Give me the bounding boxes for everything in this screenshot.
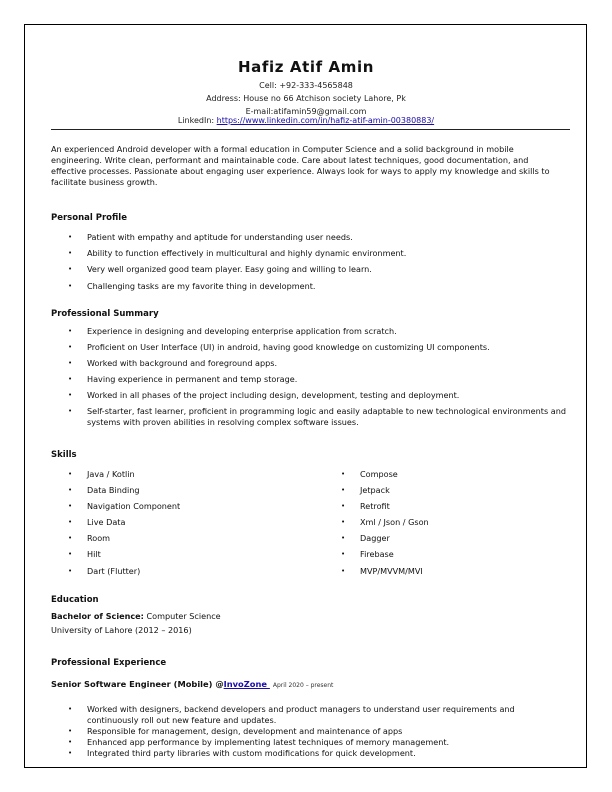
section-title-professional-summary: Professional Summary	[51, 309, 159, 319]
skill-item: • Java / Kotlin	[51, 466, 311, 482]
email: E-mail:atifamin59@gmail.com	[245, 107, 367, 116]
list-item: • Ability to function effectively in multicultural and highly dynamic environment.	[51, 245, 571, 261]
section-title-education: Education	[51, 595, 99, 605]
section-title-personal-profile: Personal Profile	[51, 213, 127, 223]
list-item: • Challenging tasks are my favorite thing in development.	[51, 278, 571, 294]
skill-item: • Retrofit	[324, 498, 564, 514]
list-item: • Proficient on User Interface (UI) in android, having good knowledge on customizing UI components.	[51, 342, 571, 353]
linkedin-label: LinkedIn:	[177, 116, 217, 125]
skill-item: • Dagger	[324, 530, 564, 546]
degree	[51, 611, 221, 621]
list-item: • Having experience in permanent and temp storage.	[51, 374, 571, 385]
skill-item: • Live Data	[51, 514, 311, 530]
skills-list-right	[324, 466, 564, 579]
job-title: Senior Software Engineer (Mobile) @	[51, 679, 224, 689]
job-dates: April 2020 – present	[272, 682, 334, 689]
list-item: • Experience in designing and developing enterprise application from scratch.	[51, 326, 571, 337]
list-item: • Worked with background and foreground apps.	[51, 358, 571, 369]
skill-item: • Hilt	[51, 546, 311, 562]
list-item: • Patient with empathy and aptitude for understanding user needs.	[51, 229, 571, 245]
institution: University of Lahore (2012 – 2016)	[51, 625, 192, 635]
skill-item: • Compose	[324, 466, 564, 482]
job-heading	[51, 679, 333, 689]
skills-list-left	[51, 466, 311, 579]
skill-item: • Firebase	[324, 546, 564, 562]
company-link[interactable]: InvoZone	[223, 679, 270, 689]
summary-paragraph: An experienced Android developer with a formal education in Computer Science and a solid background in mobile engineering. Write clean, performant and maintainable code. Care about latest techniques, good documentation, and effective processes. Passionate about engaging user experience. Always look for ways to apply my knowledge and skills to facilitate business growth.	[51, 144, 550, 187]
personal-profile-list	[51, 229, 571, 294]
skill-item: • Jetpack	[324, 482, 564, 498]
list-item: • Worked with designers, backend developers and product managers to understand user requirements and continuously roll out new feature and updates.	[51, 704, 561, 726]
linkedin-line	[0, 116, 612, 126]
candidate-name: Hafiz Atif Amin	[237, 58, 375, 76]
address: Address: House no 66 Atchison society Lahore, Pk	[206, 94, 406, 103]
skill-item: • Dart (Flutter)	[51, 563, 311, 579]
list-item: • Enhanced app performance by implementing latest techniques of memory management.	[51, 737, 561, 748]
skill-item: • Xml / Json / Gson	[324, 514, 564, 530]
header-divider	[51, 129, 570, 130]
skill-item: • Room	[51, 530, 311, 546]
degree-field: Computer Science	[143, 611, 221, 621]
cell-number: Cell: +92-333-4565848	[259, 81, 353, 90]
skill-item: • Data Binding	[51, 482, 311, 498]
section-title-professional-experience: Professional Experience	[51, 658, 167, 668]
list-item: • Responsible for management, design, development and maintenance of apps	[51, 726, 561, 737]
list-item: • Worked in all phases of the project including design, development, testing and deployment.	[51, 390, 571, 401]
section-title-skills: Skills	[51, 450, 77, 460]
professional-summary-list	[51, 326, 571, 428]
list-item: • Self-starter, fast learner, proficient in programming logic and easily adaptable to new technological environments and systems with proven abilities in resolving complex software issues.	[51, 406, 571, 428]
degree-label: Bachelor of Science:	[51, 611, 144, 621]
linkedin-link[interactable]: https://www.linkedin.com/in/hafiz-atif-amin-00380883/	[216, 116, 435, 125]
skill-item: • Navigation Component	[51, 498, 311, 514]
experience-list	[51, 704, 561, 759]
list-item: • Integrated third party libraries with custom modifications for quick development.	[51, 748, 561, 759]
list-item: • Very well organized good team player. Easy going and willing to learn.	[51, 261, 571, 277]
skill-item: • MVP/MVVM/MVI	[324, 563, 564, 579]
